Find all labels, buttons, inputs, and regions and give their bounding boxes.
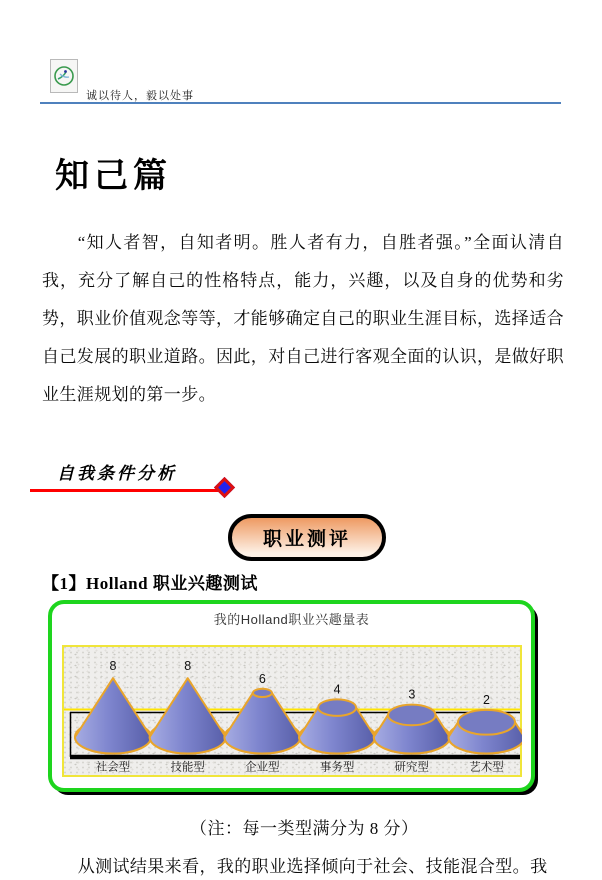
chart-title: 我的Holland职业兴趣量表	[213, 612, 370, 627]
school-emblem-icon	[53, 65, 75, 87]
closing-paragraph: 从测试结果来看，我的职业选择倾向于社会、技能混合型。我	[77, 857, 548, 876]
chart-note: （注：每一类型满分为 8 分）	[190, 819, 419, 838]
section-heading: 自我条件分析	[57, 464, 177, 483]
holland-chart-object[interactable]	[48, 600, 535, 792]
svg-text:企业型: 企业型	[245, 761, 280, 774]
svg-text:8: 8	[184, 659, 192, 674]
svg-text:艺术型: 艺术型	[469, 761, 504, 774]
svg-text:社会型: 社会型	[95, 761, 131, 774]
svg-text:2: 2	[483, 692, 490, 707]
section-rule	[30, 489, 228, 492]
svg-text:事务型: 事务型	[319, 761, 355, 774]
svg-text:技能型: 技能型	[170, 761, 205, 774]
header-motto: 诚以待人，毅以处事	[86, 90, 194, 102]
header-logo	[50, 59, 78, 93]
intro-paragraph: “知人者智，自知者明。胜人者有力，自胜者强。”全面认清自我，充分了解自己的性格特点，能力，兴趣，以及自身的优势和劣势，职业价值观念等等，才能够确定自己的职业生涯目标，选择适合自己发展的职业道路。因此，对自己进行客观全面的认识，是做好职业生涯规划的第一步。	[42, 233, 564, 404]
header-rule	[40, 102, 561, 104]
chart-plot-area	[62, 645, 522, 777]
svg-text:4: 4	[333, 682, 341, 697]
page-title: 知己篇	[55, 158, 172, 195]
holland-test-heading: 【1】Holland 职业兴趣测试	[42, 574, 258, 593]
svg-text:8: 8	[109, 659, 117, 674]
career-test-button-label: 职业测评	[262, 529, 351, 550]
svg-text:6: 6	[258, 671, 266, 686]
diamond-shape[interactable]	[214, 477, 235, 498]
svg-text:研究型: 研究型	[394, 761, 430, 774]
svg-text:3: 3	[408, 687, 416, 702]
career-test-button[interactable]	[228, 514, 386, 561]
cone-chart-svg	[62, 645, 522, 777]
